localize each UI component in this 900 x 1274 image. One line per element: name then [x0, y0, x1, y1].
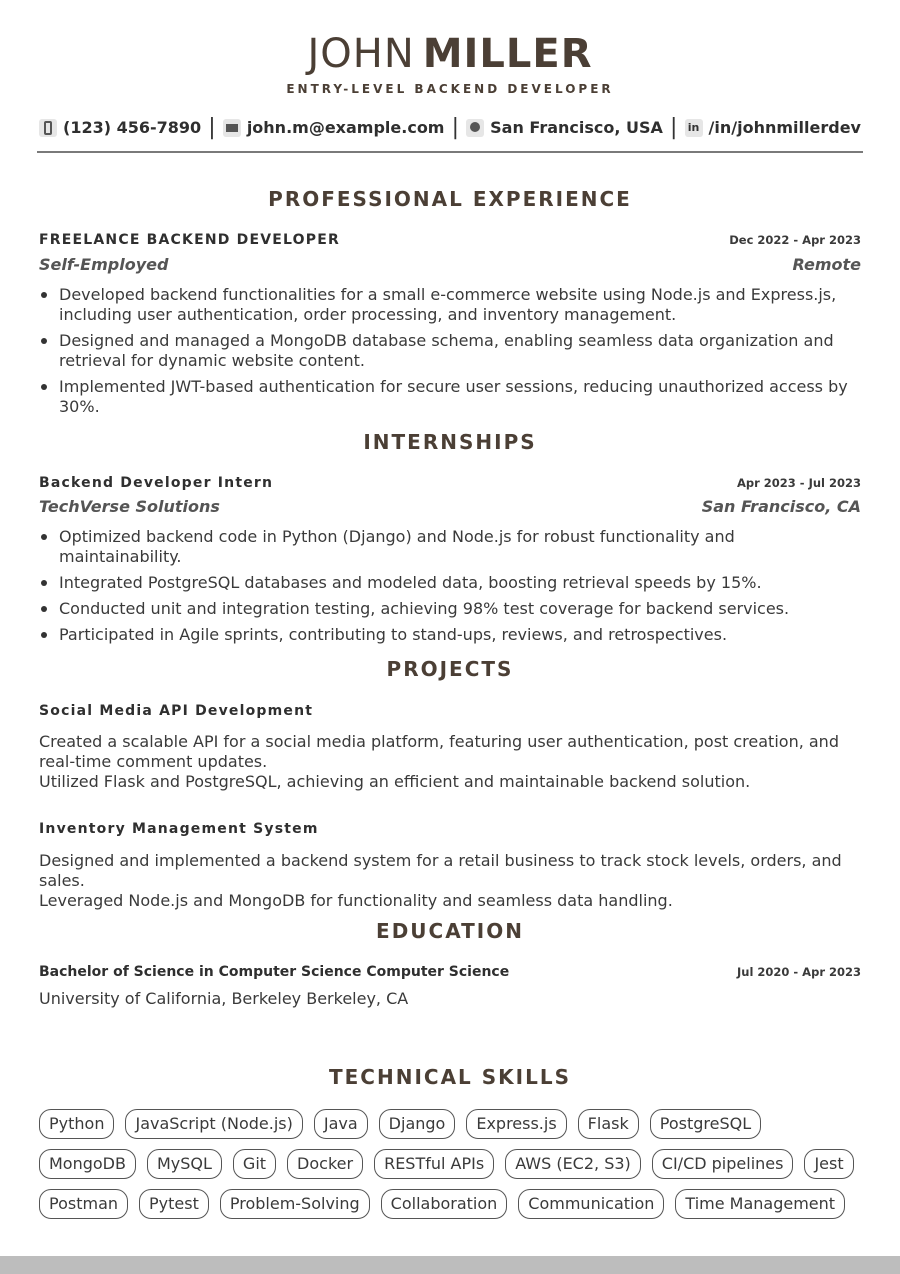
skill-pill: Time Management: [675, 1189, 845, 1219]
project-title: Inventory Management System: [39, 821, 319, 837]
project-line: Utilized Flask and PostgreSQL, achieving an efficient and maintainable backend solution.: [39, 772, 751, 791]
experience-dates: Dec 2022 - Apr 2023: [729, 233, 861, 247]
internship-company-row: [39, 497, 861, 516]
skill-pill: Problem-Solving: [220, 1189, 370, 1219]
skill-pill: CI/CD pipelines: [652, 1149, 794, 1179]
mail-icon: [223, 119, 241, 137]
skill-pill: Collaboration: [381, 1189, 508, 1219]
project-title: Social Media API Development: [39, 703, 314, 719]
linkedin-icon: in: [685, 119, 703, 137]
skill-pill: Java: [314, 1109, 368, 1139]
skill-pill: AWS (EC2, S3): [505, 1149, 641, 1179]
skills-row: [39, 1109, 861, 1139]
skill-pill: Pytest: [139, 1189, 209, 1219]
project-description: [39, 732, 861, 792]
skill-pill: Django: [379, 1109, 456, 1139]
last-name: MILLER: [422, 31, 593, 77]
skill-pill: JavaScript (Node.js): [125, 1109, 302, 1139]
list-item: Developed backend functionalities for a small e-commerce website using Node.js and Express.js, including user authentication, order processing, and inventory management.: [39, 285, 861, 325]
footer-bar: [0, 1256, 900, 1274]
internship-dates: Apr 2023 - Jul 2023: [736, 476, 861, 490]
project-description: [39, 851, 861, 911]
experience-company: Self-Employed: [39, 255, 169, 274]
phone-icon: [39, 119, 57, 137]
first-name: JOHN: [307, 31, 415, 77]
project-line: Leveraged Node.js and MongoDB for functionality and seamless data handling.: [39, 891, 673, 910]
internship-bullets: [39, 527, 861, 645]
list-item: Designed and managed a MongoDB database schema, enabling seamless data organization and retrieval for dynamic website content.: [39, 331, 861, 371]
skills-row: [39, 1149, 861, 1179]
job-role: ENTRY-LEVEL BACKEND DEVELOPER: [286, 82, 614, 96]
skill-pill: MySQL: [147, 1149, 222, 1179]
phone-text: (123) 456-7890: [63, 118, 202, 137]
location-text: San Francisco, USA: [490, 118, 663, 137]
skill-pill: Jest: [804, 1149, 853, 1179]
internship-location: San Francisco, CA: [701, 497, 861, 516]
experience-location: Remote: [792, 255, 861, 274]
email-text[interactable]: john.m@example.com: [246, 118, 445, 137]
section-heading-education: EDUCATION: [376, 919, 524, 943]
list-item: Implemented JWT-based authentication for secure user sessions, reducing unauthorized access by 30%.: [39, 377, 861, 417]
internship-header-row: [39, 475, 861, 491]
contact-linkedin[interactable]: [685, 118, 861, 137]
skill-pill: Git: [233, 1149, 276, 1179]
education-header-row: [39, 964, 861, 980]
list-item: Participated in Agile sprints, contributing to stand-ups, reviews, and retrospectives.: [39, 625, 861, 645]
education-school: University of California, Berkeley Berkeley, CA: [39, 989, 409, 1008]
skill-pill: RESTful APIs: [374, 1149, 494, 1179]
skills-list: [39, 1109, 861, 1229]
section-heading-projects: PROJECTS: [386, 657, 514, 681]
section-heading-experience: PROFESSIONAL EXPERIENCE: [268, 187, 632, 211]
project-line: Designed and implemented a backend system for a retail business to track stock levels, orders, and sales.: [39, 851, 842, 890]
skill-pill: Docker: [287, 1149, 363, 1179]
section-heading-internships: INTERNSHIPS: [363, 430, 537, 454]
location-pin-icon: [466, 119, 484, 137]
skill-pill: MongoDB: [39, 1149, 136, 1179]
linkedin-text[interactable]: /in/johnmillerdev: [708, 118, 861, 137]
skill-pill: Python: [39, 1109, 114, 1139]
list-item: Optimized backend code in Python (Django) and Node.js for robust functionality and maintainability.: [39, 527, 861, 567]
list-item: Integrated PostgreSQL databases and modeled data, boosting retrieval speeds by 15%.: [39, 573, 861, 593]
skill-pill: Flask: [578, 1109, 639, 1139]
education-degree: Bachelor of Science in Computer Science Computer Science: [39, 964, 510, 980]
education-dates: Jul 2020 - Apr 2023: [736, 965, 861, 979]
contact-location: [466, 118, 663, 137]
separator: |: [451, 115, 460, 140]
experience-bullets: [39, 285, 861, 417]
separator: |: [670, 115, 678, 140]
project-line: Created a scalable API for a social media platform, featuring user authentication, post creation, and real-time comment updates.: [39, 732, 839, 771]
section-heading-skills: TECHNICAL SKILLS: [329, 1065, 571, 1089]
experience-header-row: [39, 232, 861, 248]
contact-email[interactable]: [223, 118, 445, 137]
skill-pill: PostgreSQL: [650, 1109, 761, 1139]
internship-job-title: Backend Developer Intern: [39, 475, 274, 491]
contact-bar: [39, 115, 861, 140]
skill-pill: Postman: [39, 1189, 128, 1219]
experience-company-row: [39, 255, 861, 274]
skill-pill: Express.js: [466, 1109, 566, 1139]
list-item: Conducted unit and integration testing, achieving 98% test coverage for backend services.: [39, 599, 861, 619]
skill-pill: Communication: [518, 1189, 664, 1219]
internship-company: TechVerse Solutions: [39, 497, 220, 516]
header-divider: [37, 151, 863, 153]
skills-row: [39, 1189, 861, 1219]
contact-phone: [39, 118, 201, 137]
separator: |: [208, 115, 216, 140]
candidate-name: [39, 30, 861, 78]
experience-job-title: FREELANCE BACKEND DEVELOPER: [39, 232, 340, 248]
